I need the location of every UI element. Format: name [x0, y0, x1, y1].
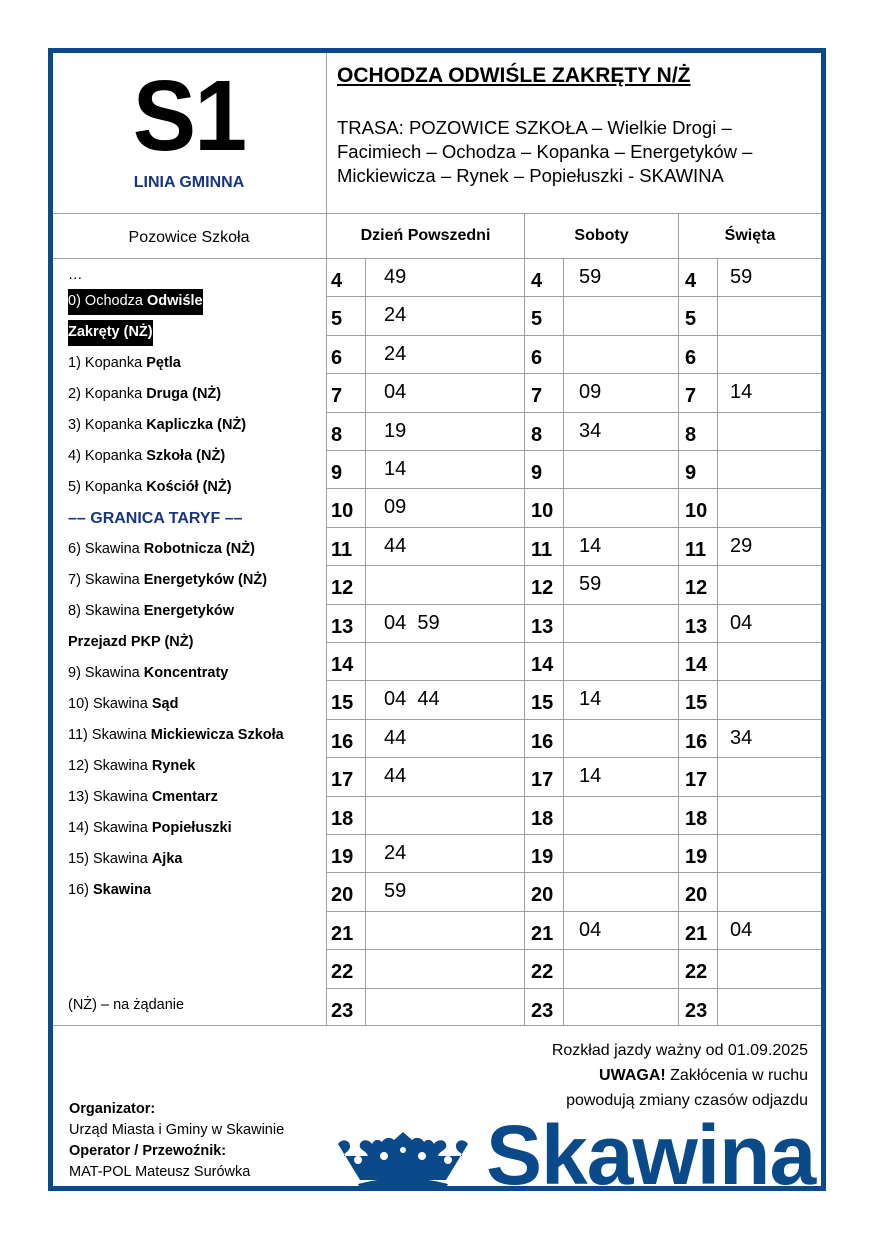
row-line: [327, 911, 821, 912]
minutes-cell-weekday: 24: [384, 842, 407, 864]
operator-label: Operator / Przewoźnik:: [69, 1143, 227, 1159]
hour-cell-holiday: 5: [685, 308, 697, 330]
hour-cell-weekday: 7: [331, 385, 343, 407]
row-line: [327, 565, 821, 566]
stop-prefix: 9) Skawina: [68, 665, 144, 681]
minutes-cell-holiday: 59: [730, 266, 753, 288]
stop-item: [68, 441, 326, 472]
hour-cell-holiday: 15: [685, 692, 708, 714]
operator: MAT-POL Mateusz Surówka: [69, 1164, 251, 1180]
tariff-border: –– GRANICA TARYF ––: [68, 510, 243, 527]
hour-cell-saturday: 6: [531, 347, 543, 369]
hour-cell-weekday: 6: [331, 347, 343, 369]
stop-name: Druga (NŻ): [146, 386, 222, 402]
row-line: [327, 450, 821, 451]
hour-cell-saturday: 22: [531, 961, 554, 983]
organizer: Urząd Miasta i Gminy w Skawinie: [69, 1122, 285, 1138]
origin-stop: Pozowice Szkoła: [128, 229, 250, 246]
warning-line1: UWAGA! Zakłócenia w ruchu: [599, 1067, 808, 1084]
stop-prefix: 1) Kopanka: [68, 355, 147, 371]
logo-text: Skawina: [486, 1108, 816, 1191]
row-line: [327, 949, 821, 950]
row-line: [327, 834, 821, 835]
stop-prefix: 13) Skawina: [68, 789, 152, 805]
stop-name: Energetyków (NŻ): [143, 572, 268, 588]
minutes-cell-holiday: 34: [730, 727, 753, 749]
hour-cell-saturday: 8: [531, 424, 543, 446]
row-line: [327, 373, 821, 374]
hour-cell-holiday: 22: [685, 961, 708, 983]
hour-cell-saturday: 16: [531, 731, 554, 753]
stop-name: Sąd: [151, 696, 179, 712]
hour-cell-saturday: 15: [531, 692, 554, 714]
row-line: [327, 719, 821, 720]
valid-from: Rozkład jazdy ważny od 01.09.2025: [551, 1042, 808, 1059]
stop-prefix: 3) Kopanka: [68, 417, 147, 433]
minutes-cell-weekday: 24: [384, 304, 407, 326]
stop-item: [68, 813, 326, 844]
minutes-cell-saturday: 59: [579, 573, 602, 595]
stop-name: Kościół (NŻ): [146, 479, 232, 495]
stop-prefix: 4) Kopanka: [68, 448, 147, 464]
stop-prefix: 2) Kopanka: [68, 386, 147, 402]
stop-title: OCHODZA ODWIŚLE ZAKRĘTY N/Ż: [337, 64, 691, 87]
on-request-legend: (NŻ) – na żądanie: [68, 997, 185, 1013]
stop-item: [68, 875, 326, 906]
crown-icon: [328, 1130, 478, 1191]
minutes-cell-weekday: 49: [384, 266, 407, 288]
stop-name: Popiełuszki: [151, 820, 232, 836]
stop-name: Cmentarz: [151, 789, 218, 805]
stop-prefix: 10) Skawina: [68, 696, 152, 712]
hour-cell-weekday: 4: [331, 270, 343, 292]
minutes-cell-saturday: 34: [579, 420, 602, 442]
stop-name: Robotnicza (NŻ): [143, 541, 255, 557]
stop-name: Szkoła (NŻ): [146, 448, 226, 464]
stop-item: [68, 658, 326, 689]
hour-cell-holiday: 11: [685, 539, 707, 561]
hour-cell-holiday: 20: [685, 884, 708, 906]
hour-cell-saturday: 21: [531, 923, 554, 945]
hour-cell-saturday: 19: [531, 846, 554, 868]
route-description: TRASA: POZOWICE SZKOŁA – Wielkie Drogi – Facimiech – Ochodza – Kopanka – Energetyków – Mickiewicza – Rynek – Popiełuszki - SKAWINA: [337, 117, 753, 186]
minutes-cell-weekday: 44: [384, 727, 407, 749]
stop-item: [68, 689, 326, 720]
hour-cell-saturday: 9: [531, 462, 543, 484]
current-stop-line1: 0) Ochodza Odwiśle: [68, 286, 326, 317]
stop-name: Mickiewicza Szkoła: [150, 727, 284, 743]
stop-item: [68, 410, 326, 441]
hour-cell-holiday: 9: [685, 462, 697, 484]
hour-cell-saturday: 10: [531, 500, 554, 522]
hour-cell-weekday: 5: [331, 308, 343, 330]
stop-ellipsis: …: [68, 267, 83, 283]
hour-cell-holiday: 17: [685, 769, 708, 791]
hour-cell-saturday: 20: [531, 884, 554, 906]
row-line: [327, 988, 821, 989]
row-line: [327, 296, 821, 297]
row-line: [327, 680, 821, 681]
line-number: S1: [132, 60, 246, 172]
hour-cell-holiday: 21: [685, 923, 708, 945]
stop-item: [68, 720, 326, 751]
hour-cell-weekday: 10: [331, 500, 354, 522]
minutes-cell-holiday: 04: [730, 919, 753, 941]
hour-cell-weekday: 15: [331, 692, 354, 714]
hour-cell-weekday: 22: [331, 961, 354, 983]
stop-name: Przejazd PKP (NŻ): [68, 634, 194, 650]
stop-item: [68, 596, 326, 627]
stop-item: [68, 627, 326, 658]
header-bottom-line: [53, 213, 821, 214]
current-stop-line2: Zakręty (NŻ): [68, 317, 326, 348]
minutes-cell-holiday: 29: [730, 535, 753, 557]
hour-cell-saturday: 17: [531, 769, 554, 791]
hour-cell-weekday: 19: [331, 846, 354, 868]
hour-cell-saturday: 12: [531, 577, 554, 599]
hour-cell-weekday: 14: [331, 654, 354, 676]
hour-cell-holiday: 14: [685, 654, 708, 676]
minutes-cell-saturday: 14: [579, 765, 602, 787]
hour-cell-holiday: 6: [685, 347, 697, 369]
stop-prefix: 12) Skawina: [68, 758, 152, 774]
stop-name: Pętla: [146, 355, 181, 371]
minutes-cell-saturday: 09: [579, 381, 602, 403]
stop-prefix: 6) Skawina: [68, 541, 144, 557]
stop-item: [68, 782, 326, 813]
stop-item: [68, 565, 326, 596]
dayheader-bottom-line: [53, 258, 821, 259]
hour-cell-weekday: 16: [331, 731, 354, 753]
hour-cell-saturday: 5: [531, 308, 543, 330]
hour-cell-holiday: 19: [685, 846, 708, 868]
stop-item: [68, 844, 326, 875]
minutes-cell-weekday: 14: [384, 458, 407, 480]
hour-cell-weekday: 13: [331, 616, 354, 638]
stop-prefix: 14) Skawina: [68, 820, 152, 836]
row-line: [327, 872, 821, 873]
stop-item: [68, 751, 326, 782]
hour-cell-weekday: 9: [331, 462, 343, 484]
minutes-cell-holiday: 04: [730, 612, 753, 634]
hour-cell-holiday: 16: [685, 731, 708, 753]
row-line: [327, 642, 821, 643]
stop-name: Rynek: [151, 758, 196, 774]
hour-cell-saturday: 11: [531, 539, 553, 561]
day-header-holiday: Święta: [724, 227, 776, 244]
day-header-saturday: Soboty: [574, 227, 629, 244]
stop-prefix: 15) Skawina: [68, 851, 152, 867]
hour-cell-saturday: 7: [531, 385, 543, 407]
stop-item: [68, 534, 326, 565]
hour-cell-weekday: 8: [331, 424, 343, 446]
minutes-cell-weekday: 04 44: [384, 688, 440, 710]
hour-cell-holiday: 10: [685, 500, 708, 522]
row-line: [327, 335, 821, 336]
minutes-cell-weekday: 59: [384, 880, 407, 902]
day-header-weekday: Dzień Powszedni: [360, 227, 491, 244]
stop-prefix: 11) Skawina: [68, 727, 151, 743]
hour-cell-saturday: 23: [531, 1000, 554, 1022]
hour-cell-weekday: 20: [331, 884, 354, 906]
hour-cell-weekday: 12: [331, 577, 354, 599]
minutes-cell-weekday: 09: [384, 496, 407, 518]
row-line: [327, 527, 821, 528]
stop-list: [68, 264, 326, 906]
hour-cell-weekday: 21: [331, 923, 354, 945]
row-line: [327, 757, 821, 758]
hour-cell-weekday: 17: [331, 769, 354, 791]
stop-prefix: 5) Kopanka: [68, 479, 147, 495]
hour-cell-saturday: 4: [531, 270, 543, 292]
minutes-cell-saturday: 14: [579, 535, 602, 557]
hour-cell-holiday: 23: [685, 1000, 708, 1022]
hour-cell-saturday: 18: [531, 808, 554, 830]
minutes-cell-weekday: 19: [384, 420, 407, 442]
row-line: [327, 488, 821, 489]
stop-name: Energetyków: [143, 603, 235, 619]
minutes-cell-weekday: 44: [384, 535, 407, 557]
minutes-cell-weekday: 44: [384, 765, 407, 787]
stop-item: [68, 472, 326, 503]
hour-cell-saturday: 14: [531, 654, 554, 676]
hour-cell-holiday: 8: [685, 424, 697, 446]
stop-name: Skawina: [93, 882, 152, 898]
minutes-cell-weekday: 04 59: [384, 612, 440, 634]
row-line: [327, 412, 821, 413]
row-line: [327, 604, 821, 605]
hour-cell-weekday: 23: [331, 1000, 354, 1022]
stop-prefix: 7) Skawina: [68, 572, 144, 588]
minutes-cell-saturday: 04: [579, 919, 602, 941]
hour-cell-holiday: 12: [685, 577, 708, 599]
row-line: [327, 796, 821, 797]
hour-cell-holiday: 4: [685, 270, 697, 292]
stop-prefix: 16): [68, 882, 93, 898]
hour-cell-saturday: 13: [531, 616, 554, 638]
hour-cell-holiday: 18: [685, 808, 708, 830]
stop-name: Kapliczka (NŻ): [146, 417, 247, 433]
stop-name: Koncentraty: [143, 665, 229, 681]
minutes-cell-saturday: 59: [579, 266, 602, 288]
minutes-cell-saturday: 14: [579, 688, 602, 710]
minutes-cell-holiday: 14: [730, 381, 753, 403]
warning-line2: powodują zmiany czasów odjazdu: [566, 1092, 808, 1109]
hour-cell-weekday: 18: [331, 808, 354, 830]
stop-item: [68, 348, 326, 379]
stop-item: [68, 379, 326, 410]
hour-cell-holiday: 13: [685, 616, 708, 638]
organizer-label: Organizator:: [69, 1101, 156, 1117]
hour-cell-holiday: 7: [685, 385, 697, 407]
skawina-logo: [326, 1100, 826, 1191]
stop-name: Ajka: [151, 851, 183, 867]
table-bottom-line: [53, 1025, 821, 1026]
organizer-info: [69, 1099, 284, 1183]
line-type: LINIA GMINNA: [133, 174, 245, 191]
minutes-cell-weekday: 04: [384, 381, 407, 403]
stop-prefix: 8) Skawina: [68, 603, 144, 619]
hour-cell-weekday: 11: [331, 539, 353, 561]
header-divider: [326, 53, 327, 1026]
minutes-cell-weekday: 24: [384, 343, 407, 365]
